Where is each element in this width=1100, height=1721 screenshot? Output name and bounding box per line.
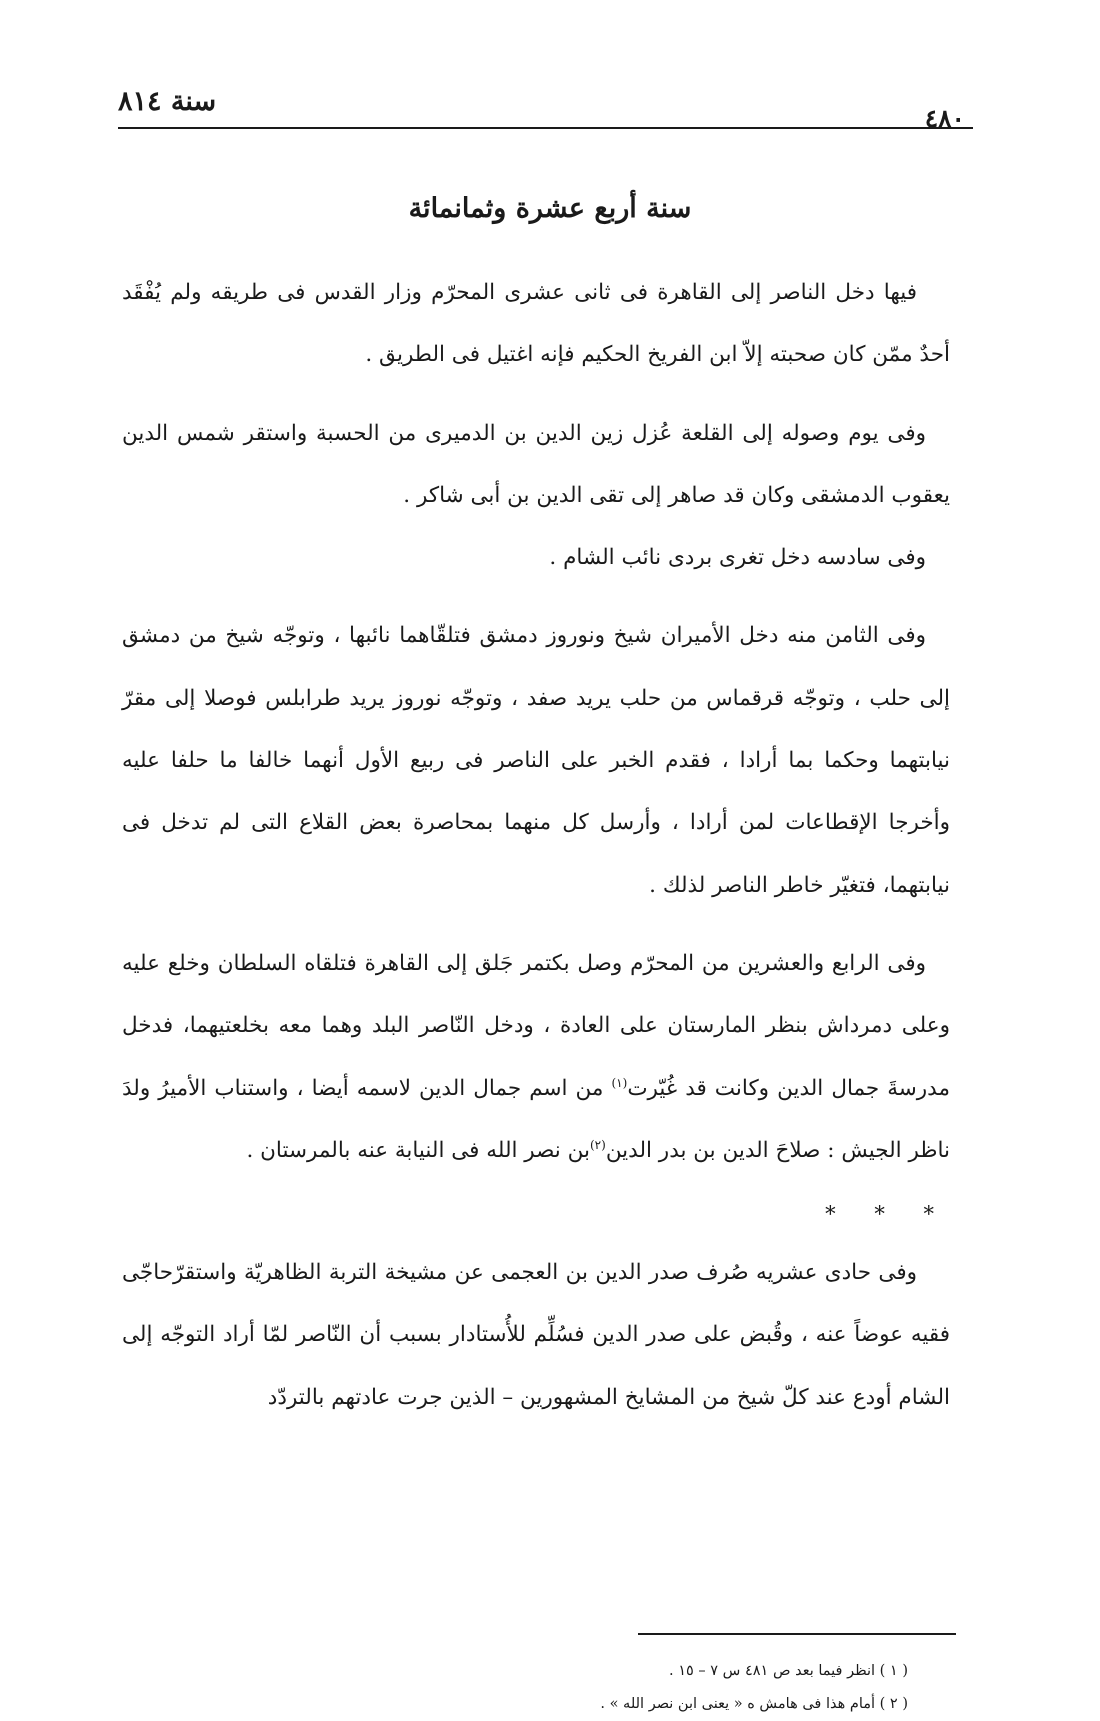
body-text — [122, 262, 950, 1429]
footnote: ( ١ ) انظر فيما بعد ص ٤٨١ س ٧ – ١٥ . — [669, 1663, 908, 1679]
paragraph: وفى سادسه دخل تغرى بردى نائب الشام . — [549, 545, 926, 571]
footnotes — [400, 1655, 908, 1721]
footnote: ( ٢ ) أمام هذا فى هامش ه « يعنى ابن نصر الله » . — [600, 1696, 908, 1712]
paragraph: وفى يوم وصوله إلى القلعة عُزل زين الدين بن الدميرى من الحسبة واستقر شمس الدين يعقوب الدمشقى وكان قد صاهر إلى تقى الدين بن أبى شاكر . — [122, 420, 950, 508]
running-header-year: سنة ٨١٤ — [118, 86, 217, 117]
paragraph-part: من اسم جمال الدين لاسمه أيضا ، واستناب الأميرُ ولدَ ناظر الجيش : صلاحَ الدين بن بدر الدين — [122, 1075, 950, 1163]
header-rule — [118, 127, 973, 129]
paragraph: وفى حادى عشريه صُرف صدر الدين بن العجمى عن مشيخة التربة الظاهريّة واستقرّحاجّى فقيه عوضاً عنه ، وقُبض على صدر الدين فسُلِّم للأُستادار بسبب أن النّاصر لمّا أراد التوجّه إلى الشام أودع عند كلّ شيخ من المشايخ المشهورين – الذين جرت عادتهم بالتردّد — [122, 1260, 950, 1410]
paragraph: وفى الثامن منه دخل الأميران شيخ ونوروز دمشق فتلقّاهما نائبها ، وتوجّه شيخ من دمشق إلى حلب ، وتوجّه قرقماس من حلب يريد صفد ، وتوجّه نوروز يريد طرابلس فوصلا إلى مقرّ نيابتهما وحكما بما أرادا ، فقدم الخبر على الناصر فى ربيع الأول أنهما خالفا ما حلفا عليه وأخرجا الإقطاعات لمن أرادا ، وأرسل كل منهما بمحاصرة بعض القلاع التى لم تدخل فى نيابتهما، فتغيّر خاطر الناصر لذلك . — [122, 623, 950, 898]
paragraph-part: بن نصر الله فى النيابة عنه بالمرستان . — [246, 1137, 590, 1163]
footnote-rule — [638, 1633, 956, 1635]
section-separator: * * * — [825, 1202, 950, 1227]
paragraph-part: وفى الرابع والعشرين من المحرّم وصل بكتمر جَلق إلى القاهرة فتلقاه السلطان وخلع عليه وعلى دمرداش بنظر المارستان على العادة ، ودخل النّاصر البلد وهما معه بخلعتيهما، فدخل مدرسةَ جمال الدين وكانت قد غُيّرت — [122, 950, 950, 1101]
section-title: سنة أربع عشرة وثمانمائة — [408, 193, 692, 224]
footnote-marker: (١) — [611, 1075, 628, 1090]
footnote-marker: (٢) — [589, 1137, 606, 1152]
paragraph: فيها دخل الناصر إلى القاهرة فى ثانى عشرى المحرّم وزار القدس فى طريقه ولم يُفْقَد أحدٌ ممّن كان صحبته إلاّ ابن الفريخ الحكيم فإنه اغتيل فى الطريق . — [122, 280, 950, 368]
paragraph — [122, 933, 950, 1182]
page-number: ٤٨٠ — [924, 104, 965, 133]
